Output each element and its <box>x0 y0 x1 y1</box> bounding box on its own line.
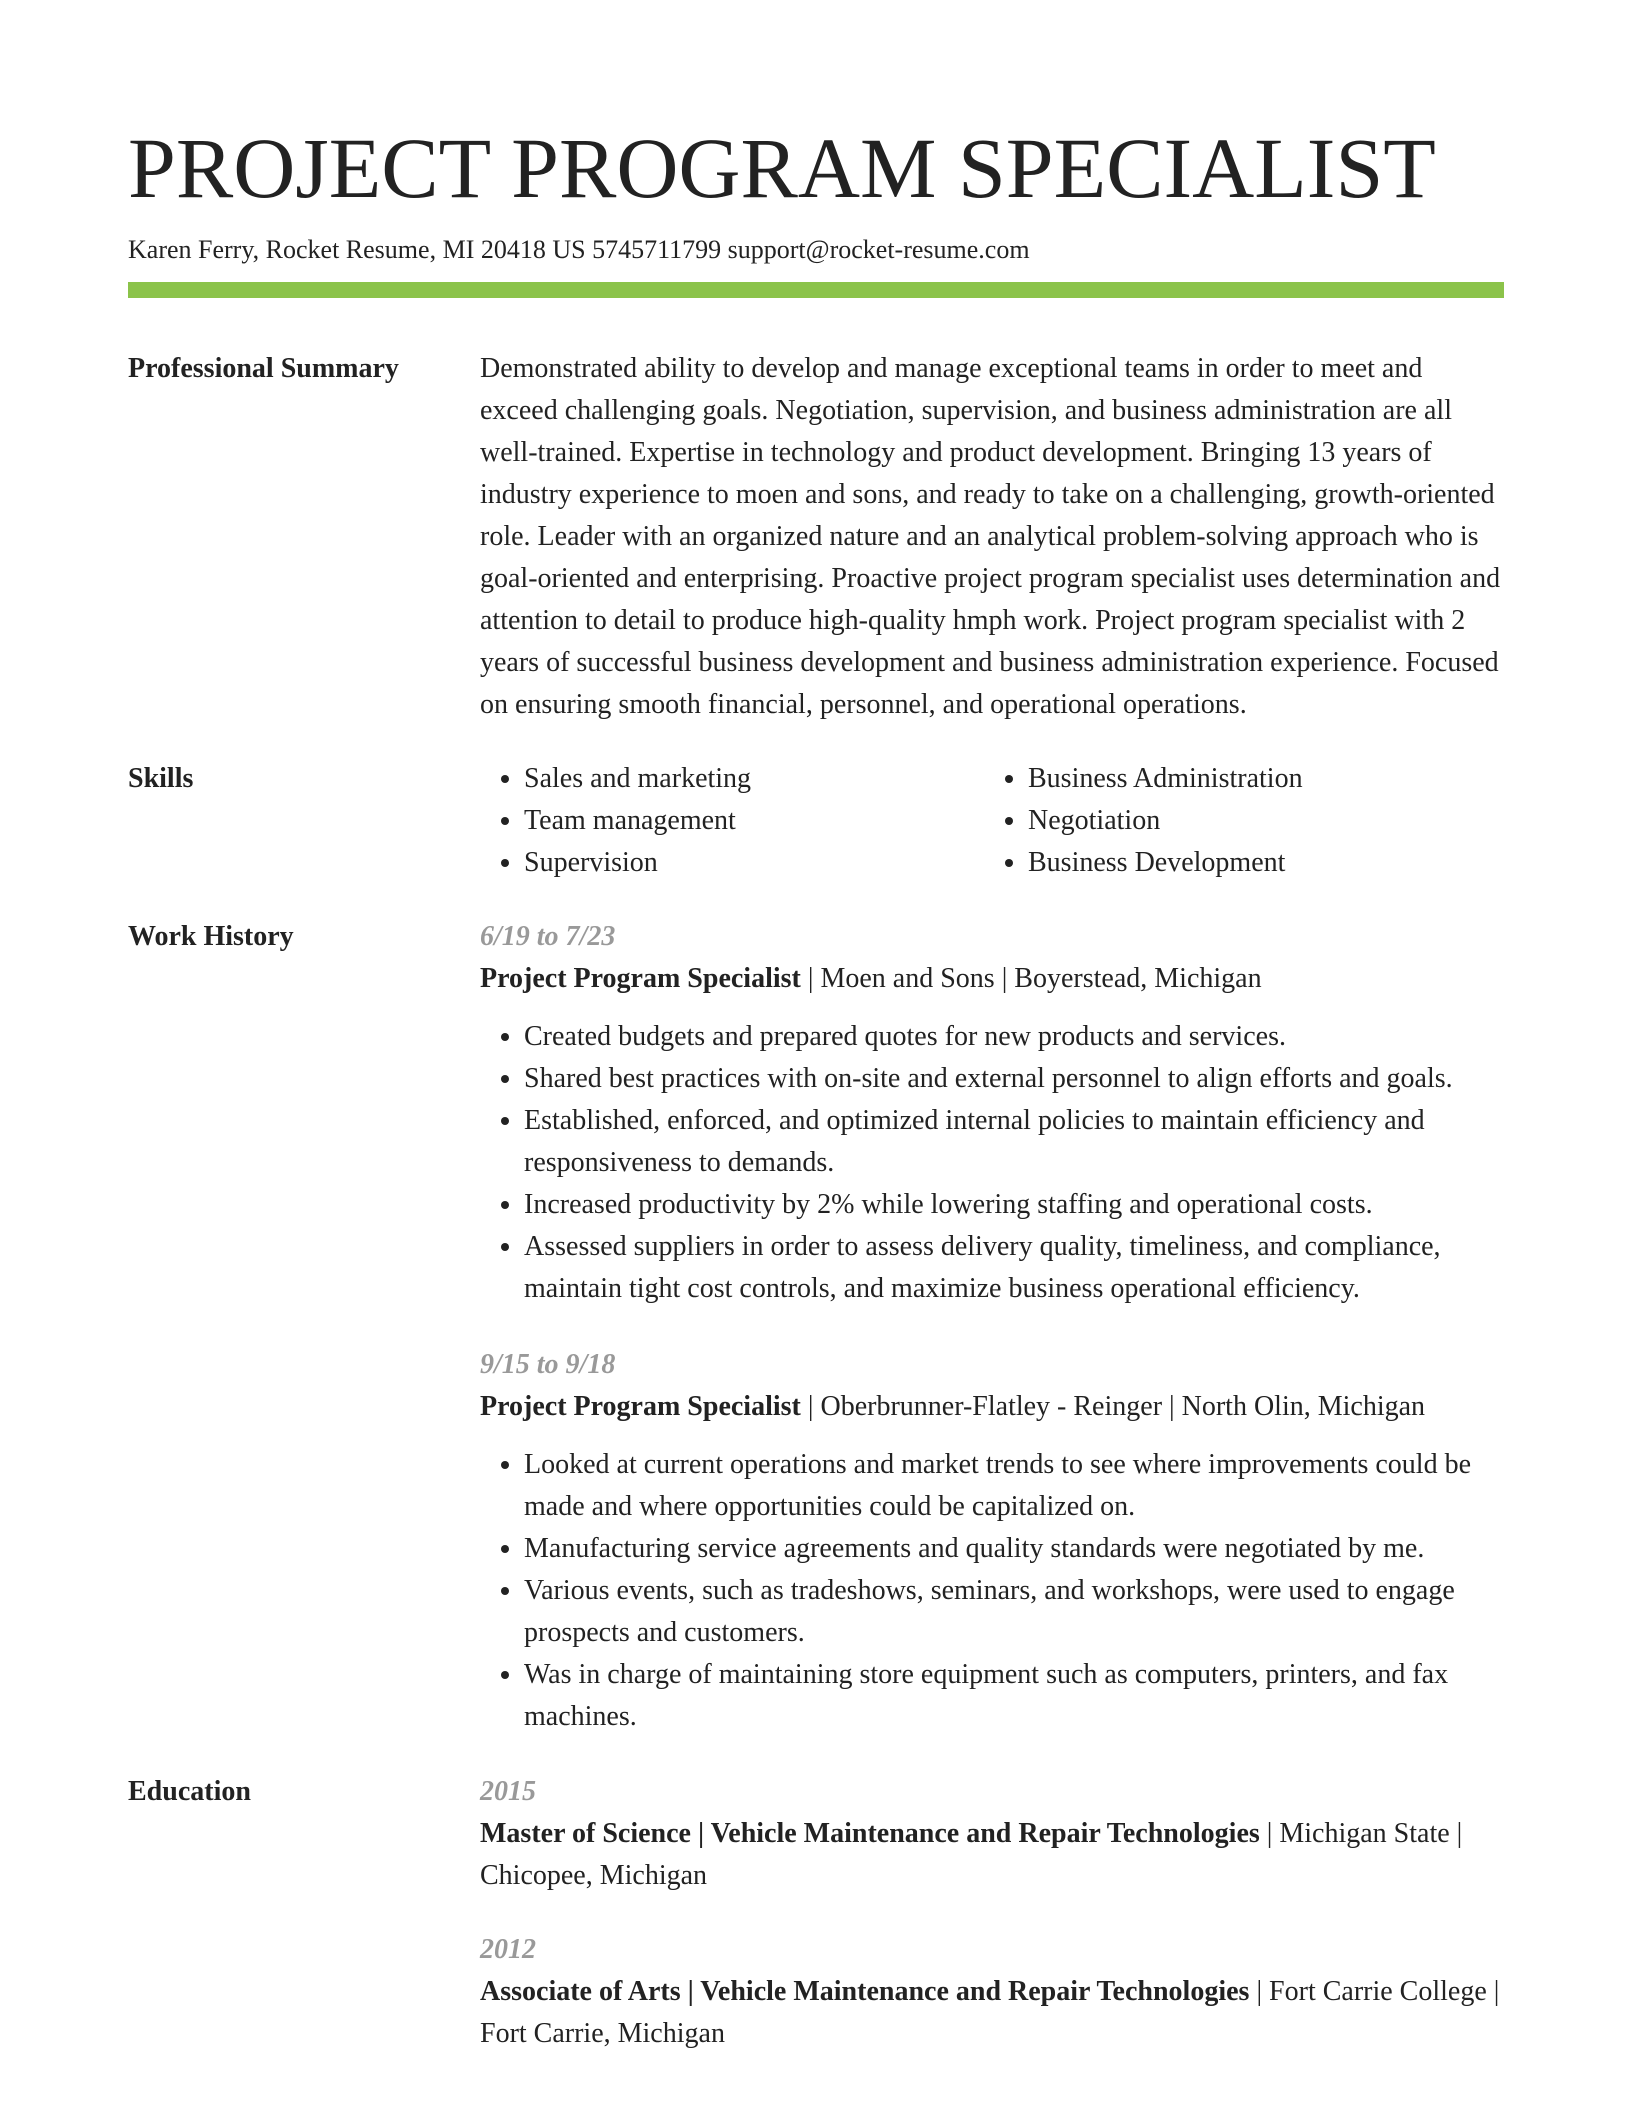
job-role: Project Program Specialist <box>480 963 801 994</box>
skill-item: • Supervision <box>524 842 984 884</box>
contact-phone: 5745711799 <box>592 235 722 264</box>
skill-item: • Team management <box>524 800 984 842</box>
skills-section <box>128 758 1504 884</box>
education-year: 2012 <box>480 1934 536 1965</box>
job-entry <box>480 1344 1504 1738</box>
education-section <box>128 1771 1504 2055</box>
job-bullet: • Was in charge of maintaining store equipment such as computers, printers, and fax machines. <box>524 1654 1504 1738</box>
education-heading <box>480 1813 1504 1897</box>
skills-column-left <box>480 758 984 884</box>
education-degree: Associate of Arts | Vehicle Maintenance and Repair Technologies <box>480 1976 1250 2007</box>
education-year: 2015 <box>480 1776 536 1807</box>
job-role: Project Program Specialist <box>480 1391 801 1422</box>
job-dates: 6/19 to 7/23 <box>480 921 616 952</box>
job-bullet: • Manufacturing service agreements and quality standards were negotiated by me. <box>524 1528 1504 1570</box>
section-title-summary: Professional Summary <box>128 353 399 384</box>
summary-text: Demonstrated ability to develop and manage exceptional teams in order to meet and exceed challenging goals. Negotiation, supervision, and business administration are all well-trained. Expertise in technology and product development. Bringing 13 years of industry experience to moen and sons, and ready to take on a challenging, growth-oriented role. Leader with an organized nature and an analytical problem-solving approach who is goal-oriented and enterprising. Proactive project program specialist uses determination and attention to detail to produce high-quality hmph work. Project program specialist with 2 years of successful business development and business administration experience. Focused on ensuring smooth financial, personnel, and operational operations. <box>480 353 1501 720</box>
job-heading <box>480 958 1504 1000</box>
contact-person: Karen Ferry, <box>128 235 260 264</box>
education-degree: Master of Science | Vehicle Maintenance and Repair Technologies <box>480 1818 1260 1849</box>
section-title-skills: Skills <box>128 763 194 794</box>
job-bullet: • Looked at current operations and market trends to see where improvements could be made and where opportunities could be capitalized on. <box>524 1444 1504 1528</box>
job-bullets <box>480 1444 1504 1738</box>
skill-item: • Business Development <box>1028 842 1488 884</box>
contact-line <box>128 232 1504 268</box>
job-dates: 9/15 to 9/18 <box>480 1349 616 1380</box>
resume-title: PROJECT PROGRAM SPECIALIST <box>128 120 1436 216</box>
job-details: | Oberbrunner-Flatley - Reinger | North Olin, Michigan <box>800 1391 1426 1422</box>
skills-grid <box>480 758 1504 884</box>
work-history-section <box>128 916 1504 1738</box>
job-heading <box>480 1386 1504 1428</box>
education-details: | Fort Carrie College | Fort Carrie, Michigan <box>480 1976 1500 2049</box>
education-details: | Michigan State | Chicopee, Michigan <box>480 1818 1463 1891</box>
contact-email: support@rocket-resume.com <box>727 235 1030 264</box>
job-bullet: • Shared best practices with on-site and external personnel to align efforts and goals. <box>524 1058 1504 1100</box>
education-entry <box>480 1929 1504 2055</box>
skill-item: • Sales and marketing <box>524 758 984 800</box>
skill-item: • Business Administration <box>1028 758 1488 800</box>
job-bullet: • Assessed suppliers in order to assess delivery quality, timeliness, and compliance, maintain tight cost controls, and maximize business operational efficiency. <box>524 1226 1504 1310</box>
job-bullet: • Various events, such as tradeshows, seminars, and workshops, were used to engage prospects and customers. <box>524 1570 1504 1654</box>
education-entry <box>480 1771 1504 1897</box>
section-title-work-history: Work History <box>128 921 294 952</box>
education-heading <box>480 1971 1504 2055</box>
header-divider <box>128 282 1504 298</box>
skills-column-right <box>984 758 1488 884</box>
job-bullet: • Created budgets and prepared quotes for new products and services. <box>524 1016 1504 1058</box>
job-bullet: • Established, enforced, and optimized internal policies to maintain efficiency and responsiveness to demands. <box>524 1100 1504 1184</box>
job-entry <box>480 916 1504 1310</box>
job-details: | Moen and Sons | Boyerstead, Michigan <box>800 963 1262 994</box>
skill-item: • Negotiation <box>1028 800 1488 842</box>
job-bullet: • Increased productivity by 2% while lowering staffing and operational costs. <box>524 1184 1504 1226</box>
summary-section <box>128 348 1504 726</box>
contact-company: Rocket Resume, <box>265 235 437 264</box>
contact-location: MI 20418 US <box>442 235 586 264</box>
job-bullets <box>480 1016 1504 1310</box>
section-title-education: Education <box>128 1776 251 1807</box>
